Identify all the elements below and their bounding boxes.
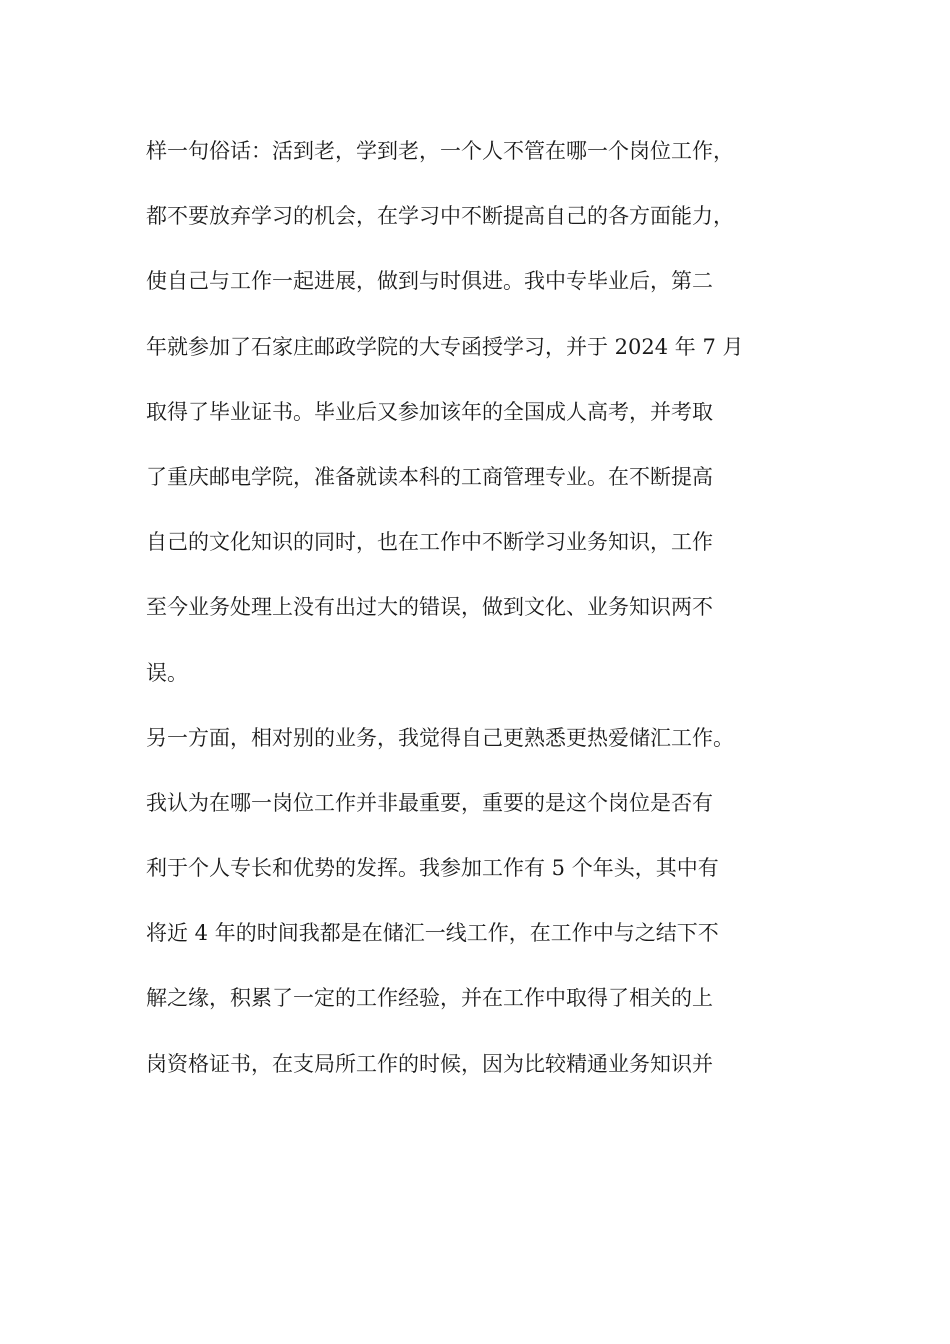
text-line: 年就参加了石家庄邮政学院的大专函授学习，并于 2024 年 7 月 [146, 334, 744, 359]
text-line: 样一句俗话：活到老，学到老，一个人不管在哪一个岗位工作， [146, 139, 734, 163]
text-line: 我认为在哪一岗位工作并非最重要，重要的是这个岗位是否有 [146, 790, 713, 815]
text-line: 自己的文化知识的同时，也在工作中不断学习业务知识，工作 [146, 530, 713, 555]
text-line: 使自己与工作一起进展，做到与时俱进。我中专毕业后，第二 [146, 269, 713, 294]
text-line: 另一方面，相对别的业务，我觉得自己更熟悉更热爱储汇工作。 [146, 725, 734, 750]
text-line: 解之缘，积累了一定的工作经验，并在工作中取得了相关的上 [146, 986, 713, 1011]
text-line: 取得了毕业证书。毕业后又参加该年的全国成人高考，并考取 [146, 399, 713, 424]
text-line: 了重庆邮电学院，准备就读本科的工商管理专业。在不断提高 [146, 464, 713, 489]
text-line: 都不要放弃学习的机会，在学习中不断提高自己的各方面能力， [146, 204, 734, 229]
text-line: 利于个人专长和优势的发挥。我参加工作有 5 个年头，其中有 [146, 856, 719, 881]
text-line: 将近 4 年的时间我都是在储汇一线工作，在工作中与之结下不 [146, 921, 719, 946]
body-text [146, 128, 836, 1106]
text-line: 至今业务处理上没有出过大的错误，做到文化、业务知识两不 [146, 595, 713, 620]
text-line: 岗资格证书，在支局所工作的时候，因为比较精通业务知识并 [146, 1051, 713, 1076]
text-line: 误。 [146, 660, 188, 685]
